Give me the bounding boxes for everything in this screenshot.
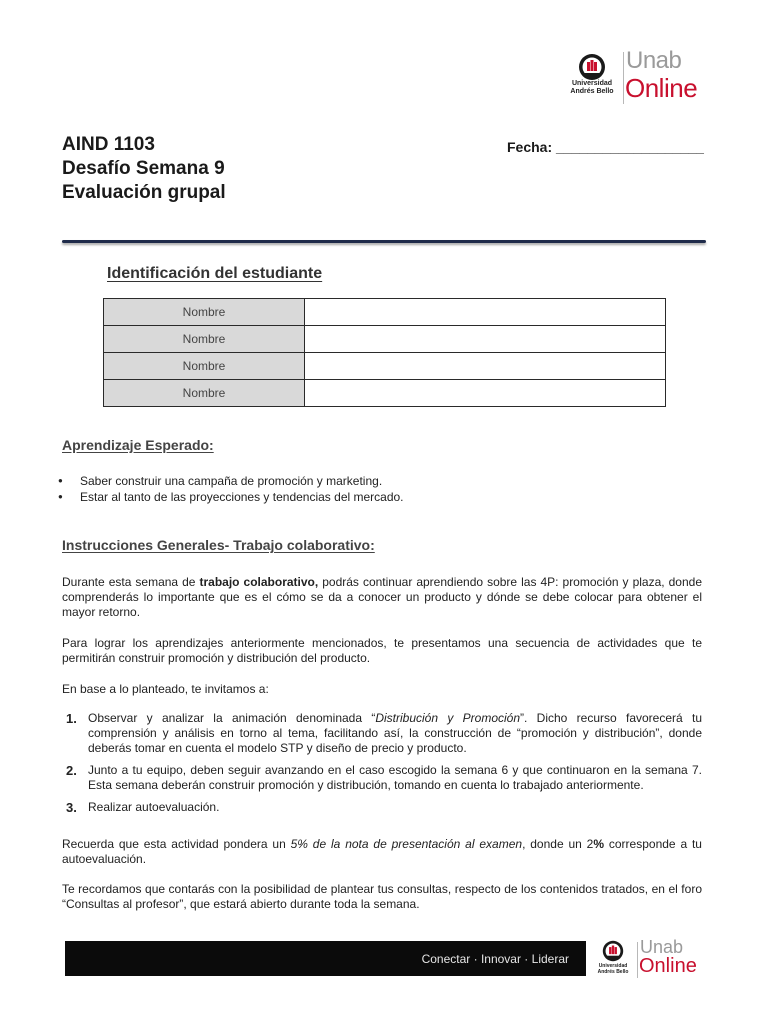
list-item: 1. Observar y analizar la animación denominada “Distribución y Promoción”. Dicho recurso favorecerá tu comprensión y análisis en torno al tema, facilitando así, la construcción de “promoción y distribución”, donde deberás tomar en cuenta el modelo STP y diseño de precio y producto. (66, 711, 703, 755)
footer-logo-divider (637, 942, 638, 978)
learning-outcomes-list (80, 473, 404, 505)
footer-slogan: Conectar · Innovar · Liderar (421, 952, 569, 966)
footer-bar (65, 941, 586, 976)
instructions-paragraph-2: Para lograr los aprendizajes anteriormente mencionados, te presentamos una secuencia de actividades que te permitirán construir promoción y distribución del producto. (62, 636, 702, 665)
footer-brand-unab: Unab (640, 937, 684, 957)
header-divider (62, 240, 706, 243)
logo-divider (623, 52, 624, 104)
learning-outcomes-title: Aprendizaje Esperado: (62, 437, 214, 453)
course-code: AIND 1103 (62, 134, 155, 155)
name-label: Nombre (104, 353, 305, 380)
list-item: 2. Junto a tu equipo, deben seguir avanzando en el caso escogido la semana 6 y que continuaron en la semana 7. Esta semana deberán construir promoción y distribución, tomando en cuenta lo trabajado anteriormente. (66, 763, 702, 792)
list-item: ● Estar al tanto de las proyecciones y tendencias del mercado. (80, 489, 404, 505)
name-field[interactable] (305, 380, 666, 407)
name-label: Nombre (104, 380, 305, 407)
university-name: Universidad Andrés Bello (570, 80, 614, 95)
unab-online-logo (562, 47, 712, 106)
footer-logo (590, 937, 700, 980)
forum-paragraph: Te recordamos que contarás con la posibilidad de plantear tus consultas, respecto de los contenidos tratados, en el foro “Consultas al profesor”, que estará abierto durante toda la semana. (62, 882, 702, 911)
name-label: Nombre (104, 326, 305, 353)
step-number: 2. (66, 763, 77, 778)
brand-unab: Unab (626, 47, 682, 74)
table-row (104, 380, 666, 407)
step-number: 3. (66, 800, 77, 815)
step-number: 1. (66, 711, 77, 726)
activity-steps-list (62, 711, 702, 822)
table-row (104, 326, 666, 353)
brand-online: Online (625, 73, 698, 103)
name-field[interactable] (305, 353, 666, 380)
evaluation-type: Evaluación grupal (62, 182, 226, 203)
university-crest-icon (602, 940, 624, 962)
name-field[interactable] (305, 326, 666, 353)
student-identification-table (103, 298, 666, 407)
university-crest-icon (578, 53, 606, 81)
footer-brand-online: Online (639, 955, 697, 977)
challenge-title: Desafío Semana 9 (62, 158, 225, 179)
document-title (62, 133, 226, 205)
name-label: Nombre (104, 299, 305, 326)
identification-title: Identificación del estudiante (107, 265, 323, 282)
list-item: ● Saber construir una campaña de promoción y marketing. (80, 473, 404, 489)
table-row (104, 353, 666, 380)
date-field: Fecha: ___________________ (507, 139, 704, 155)
instructions-paragraph-1: Durante esta semana de trabajo colaborativo, podrás continuar aprendiendo sobre las 4P: promoción y plaza, donde comprenderás lo importante que es el cómo se da a conocer un producto y dónde se debe colocar para obtener el mayor retorno. (62, 575, 702, 619)
footer-university-name: Universidad Andrés Bello (597, 963, 629, 975)
weighting-paragraph: Recuerda que esta actividad pondera un 5% de la nota de presentación al examen, donde un 2% corresponde a tu autoevaluación. (62, 837, 702, 866)
instructions-title: Instrucciones Generales- Trabajo colaborativo: (62, 537, 375, 553)
name-field[interactable] (305, 299, 666, 326)
animation-link: Distribución y Promoción (375, 711, 521, 725)
list-item: 3. Realizar autoevaluación. (66, 800, 220, 815)
instructions-paragraph-3: En base a lo planteado, te invitamos a: (62, 682, 269, 696)
table-row (104, 299, 666, 326)
